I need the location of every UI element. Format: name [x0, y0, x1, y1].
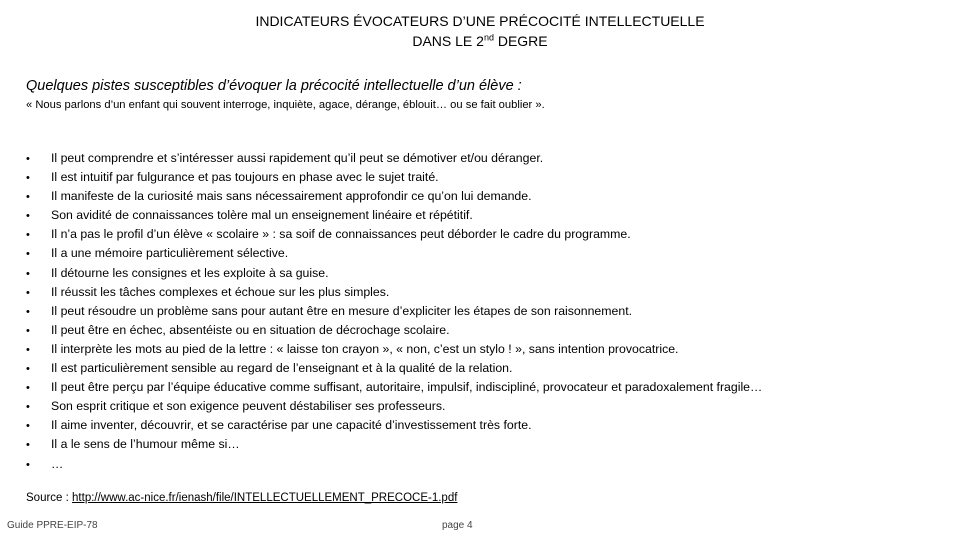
bullet-icon: • [26, 229, 30, 242]
bullet-icon: • [26, 343, 30, 356]
title-line-2-suffix: DEGRE [493, 33, 548, 49]
list-item-text: Son esprit critique et son exigence peuvent déstabiliser ses professeurs. [51, 399, 446, 414]
list-item [26, 321, 762, 340]
bullet-icon: • [26, 267, 30, 280]
bullet-icon: • [26, 153, 30, 165]
list-item [26, 435, 762, 454]
list-item [26, 378, 762, 397]
list-item-text: Il peut être en échec, absentéiste ou en situation de décrochage scolaire. [51, 322, 450, 337]
bullet-icon: • [26, 401, 30, 414]
intro-quote: « Nous parlons d’un enfant qui souvent interroge, inquiète, agace, dérange, éblouit… ou se fait oublier ». [26, 99, 545, 111]
bullet-icon: • [26, 172, 30, 185]
source-label: Source : [26, 492, 73, 504]
list-item-text: Il détourne les consignes et les exploite à sa guise. [51, 265, 329, 280]
list-item-text: Il est particulièrement sensible au regard de l’enseignant et à la qualité de la relation. [51, 361, 513, 376]
list-item-text: Il aime inventer, découvrir, et se caractérise par une capacité d’investissement très forte. [51, 418, 532, 433]
list-item-text: Il réussit les tâches complexes et échoue sur les plus simples. [51, 284, 390, 299]
list-item [26, 359, 762, 378]
bullet-icon: • [26, 248, 30, 261]
source-line [26, 492, 457, 504]
bullet-icon: • [26, 363, 30, 376]
page-title [0, 11, 960, 51]
list-item [26, 283, 762, 302]
bullet-icon: • [26, 458, 30, 471]
list-item [26, 225, 762, 244]
list-item [26, 187, 762, 206]
list-item-text: Son avidité de connaissances tolère mal un enseignement linéaire et répétitif. [51, 208, 473, 223]
title-line-2-superscript: nd [483, 32, 494, 43]
source-link[interactable]: http://www.ac-nice.fr/ienash/file/INTELLECTUELLEMENT_PRECOCE-1.pdf [72, 492, 458, 504]
list-item [26, 168, 762, 187]
bullet-icon: • [26, 210, 30, 223]
footer-guide-name: Guide PPRE-EIP-78 [7, 520, 98, 531]
list-item-text: Il est intuitif par fulgurance et pas toujours en phase avec le sujet traité. [51, 170, 439, 185]
bullet-icon: • [26, 382, 30, 395]
list-item-text: Il peut être perçu par l’équipe éducative comme suffisant, autoritaire, impulsif, indiscipliné, provocateur et paradoxalement fragile… [51, 380, 763, 395]
list-item-text: Il manifeste de la curiosité mais sans nécessairement approfondir ce qu’on lui demande. [51, 189, 532, 204]
title-line-1: INDICATEURS ÉVOCATEURS D’UNE PRÉCOCITÉ INTELLECTUELLE [255, 13, 705, 29]
footer-page-number: page 4 [442, 520, 473, 531]
list-item [26, 149, 762, 168]
list-item-text: … [51, 456, 64, 471]
bullet-icon: • [26, 324, 30, 337]
title-line-2 [0, 31, 960, 51]
bullet-icon: • [26, 420, 30, 433]
title-line-2-prefix: DANS LE 2 [412, 33, 484, 49]
list-item-text: Il a une mémoire particulièrement sélective. [51, 246, 289, 261]
list-item-text: Il interprète les mots au pied de la lettre : « laisse ton crayon », « non, c’est un stylo ! », sans intention provocatrice. [51, 341, 679, 356]
bullet-icon: • [26, 286, 30, 299]
bullet-icon: • [26, 305, 30, 318]
indicator-list [26, 149, 762, 474]
list-item-text: Il peut comprendre et s’intéresser aussi rapidement qu’il peut se démotiver et/ou déranger. [51, 151, 544, 165]
list-item [26, 264, 762, 283]
list-item [26, 302, 762, 321]
list-item [26, 397, 762, 416]
list-item [26, 455, 762, 474]
list-item [26, 340, 762, 359]
list-item [26, 416, 762, 435]
list-item-text: Il peut résoudre un problème sans pour autant être en mesure d’expliciter les étapes de son raisonnement. [51, 303, 633, 318]
list-item [26, 206, 762, 225]
list-item [26, 244, 762, 263]
list-item-text: Il n’a pas le profil d’un élève « scolaire » : sa soif de connaissances peut déborder le cadre du programme. [51, 227, 631, 242]
subtitle: Quelques pistes susceptibles d’évoquer la précocité intellectuelle d’un élève : [26, 78, 522, 94]
list-item-text: Il a le sens de l’humour même si… [51, 437, 240, 452]
bullet-icon: • [26, 439, 30, 452]
bullet-icon: • [26, 191, 30, 204]
